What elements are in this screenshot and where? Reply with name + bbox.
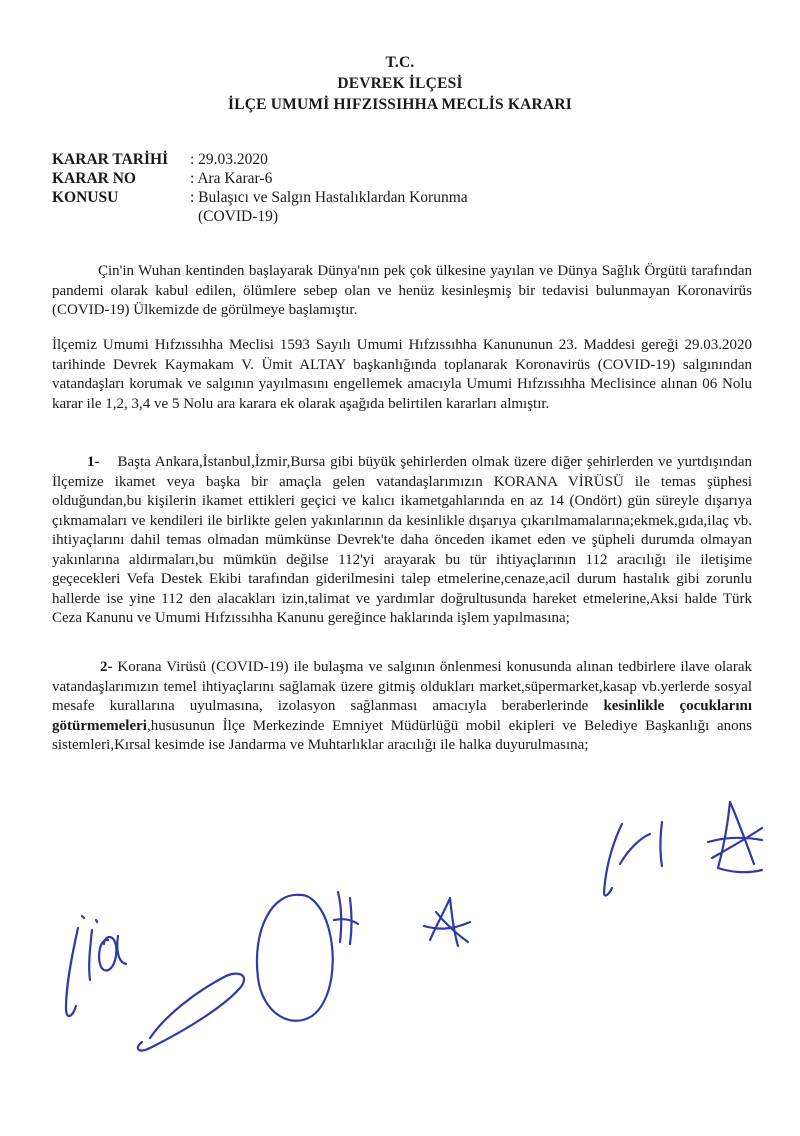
item-2-bold-text: kesinlikle çocuklarını götürmemeleri: [52, 698, 752, 734]
meta-subject-row: [52, 188, 610, 226]
signature-5: [604, 822, 662, 895]
meta-no-label: KARAR NO: [52, 170, 136, 187]
decision-paragraph: [52, 336, 752, 414]
header-title: İLÇE UMUMİ HIFZISSIHHA MECLİS KARARI: [228, 96, 572, 113]
meta-subject-line2: (COVID-19): [198, 208, 279, 225]
intro-text: Çin'in Wuhan kentinden başlayarak Dünya'nın pek çok ülkesine yayılan ve Dünya Sağlık Örgütü tarafından pandemi olarak kabul edilen, ölümlere sebep olan ve henüz kesinleşmiş bir tedavisi bulunmayan Koronavirüs (COVID-19) Ülkemizde de görülmeye başlamıştır.: [52, 263, 752, 318]
meta-date-label: KARAR TARİHİ: [52, 151, 169, 168]
meta-date-value: : 29.03.2020: [190, 151, 268, 168]
meta-no-row: [52, 169, 610, 188]
signature-6: [708, 802, 762, 872]
signature-3: [257, 892, 358, 1021]
header-tc: T.C.: [385, 54, 415, 71]
document-header: [0, 52, 800, 115]
item-1-text: Başta Ankara,İstanbul,İzmir,Bursa gibi büyük şehirlerden olmak üzere diğer şehirlerden ve yurtdışından İlçemize ikamet veya başka bir amaçla gelen vatandaşlarımızın KORANA VİRÜSÜ ile temas şüphesi olduğundan,bu kişilerin ikamet ettikleri geçici ve kalıcı ikametgahlarında en az 14 (Ondört) gün süreyle dışarıya çıkmamaları ve kendileri ile birlikte gelen yakınlarının da kesinlikle dışarıya çıkarılmamalarına;ekmek,gıda,ilaç vb. ihtiyaçlarını dahil temas olmadan mümkünse Devrek'te daha önceden ikamet eden ve şüpheli durumda olmayan yakınlarına aldırmaları,bu mümkün değilse 112'yi arayarak bu tür ihtiyaçlarının 112 aracılığı ile iletişime geçecekleri Vefa Destek Ekibi tarafından giderilmesini talep etmelerine,cenaze,acil durum hastalık gibi zorunlu hallerde ise yine 112 den alacakları izin,talimat ve yardımlar doğrultusunda hareket etmelerine,Aksi halde Türk Ceza Kanunu ve Umumi Hıfzıssıhha Kanunu gereğince haklarında işlem yapılmasına;: [52, 454, 752, 626]
signature-2: [138, 974, 244, 1051]
signature-1: [66, 916, 126, 1016]
decision-meta: [52, 150, 610, 226]
item-2-number: 2-: [100, 659, 113, 675]
meta-no-value: : Ara Karar-6: [190, 170, 273, 187]
meta-subject-value: [190, 188, 610, 226]
decision-text: İlçemiz Umumi Hıfzıssıhha Meclisi 1593 Sayılı Umumi Hıfzıssıhha Kanununun 23. Maddesi gereği 29.03.2020 tarihinde Devrek Kaymakam V. Ümit ALTAY başkanlığında toplanarak Koronavirüs (COVID-19) salgınından vatandaşları korumak ve salgının yayılmasını engellemek amacıyla Umumi Hıfzıssıhha Meclisince alınan 06 Nolu karar ile 1,2, 3,4 ve 5 Nolu ara karara ek olarak aşağıda belirtilen kararları almıştır.: [52, 337, 752, 412]
signature-4: [424, 898, 470, 946]
header-district: DEVREK İLÇESİ: [337, 75, 463, 92]
meta-date-row: [52, 150, 610, 169]
meta-subject-line1: : Bulaşıcı ve Salgın Hastalıklardan Korunma: [190, 189, 468, 206]
signatures-svg: [0, 780, 800, 1131]
item-1-number: 1-: [87, 454, 100, 470]
signatures-area: [0, 780, 800, 1131]
intro-paragraph: [52, 262, 752, 321]
item-2-text-b: ,hususunun İlçe Merkezinde Emniyet Müdürlüğü mobil ekipleri ve Belediye Başkanlığı anons sistemleri,Kırsal kesimde ise Jandarma ve Muhtarlıklar aracılığı ile halka duyurulmasına;: [52, 717, 752, 753]
item-2-text-a: Korana Virüsü (COVID-19) ile bulaşma ve salgının önlenmesi konusunda alınan tedbirlere ilave olarak vatandaşlarımızın temel ihtiyaçlarını sağlamak üzere gitmiş oldukları market,süpermarket,kasap vb.yerlerde sosyal mesafe kurallarına uyulmasına, izolasyon sağlanması amacıyla beraberlerinde: [52, 659, 752, 714]
meta-subject-label: KONUSU: [52, 189, 119, 206]
decision-item-1: [52, 453, 752, 629]
decision-item-2: [52, 658, 752, 756]
